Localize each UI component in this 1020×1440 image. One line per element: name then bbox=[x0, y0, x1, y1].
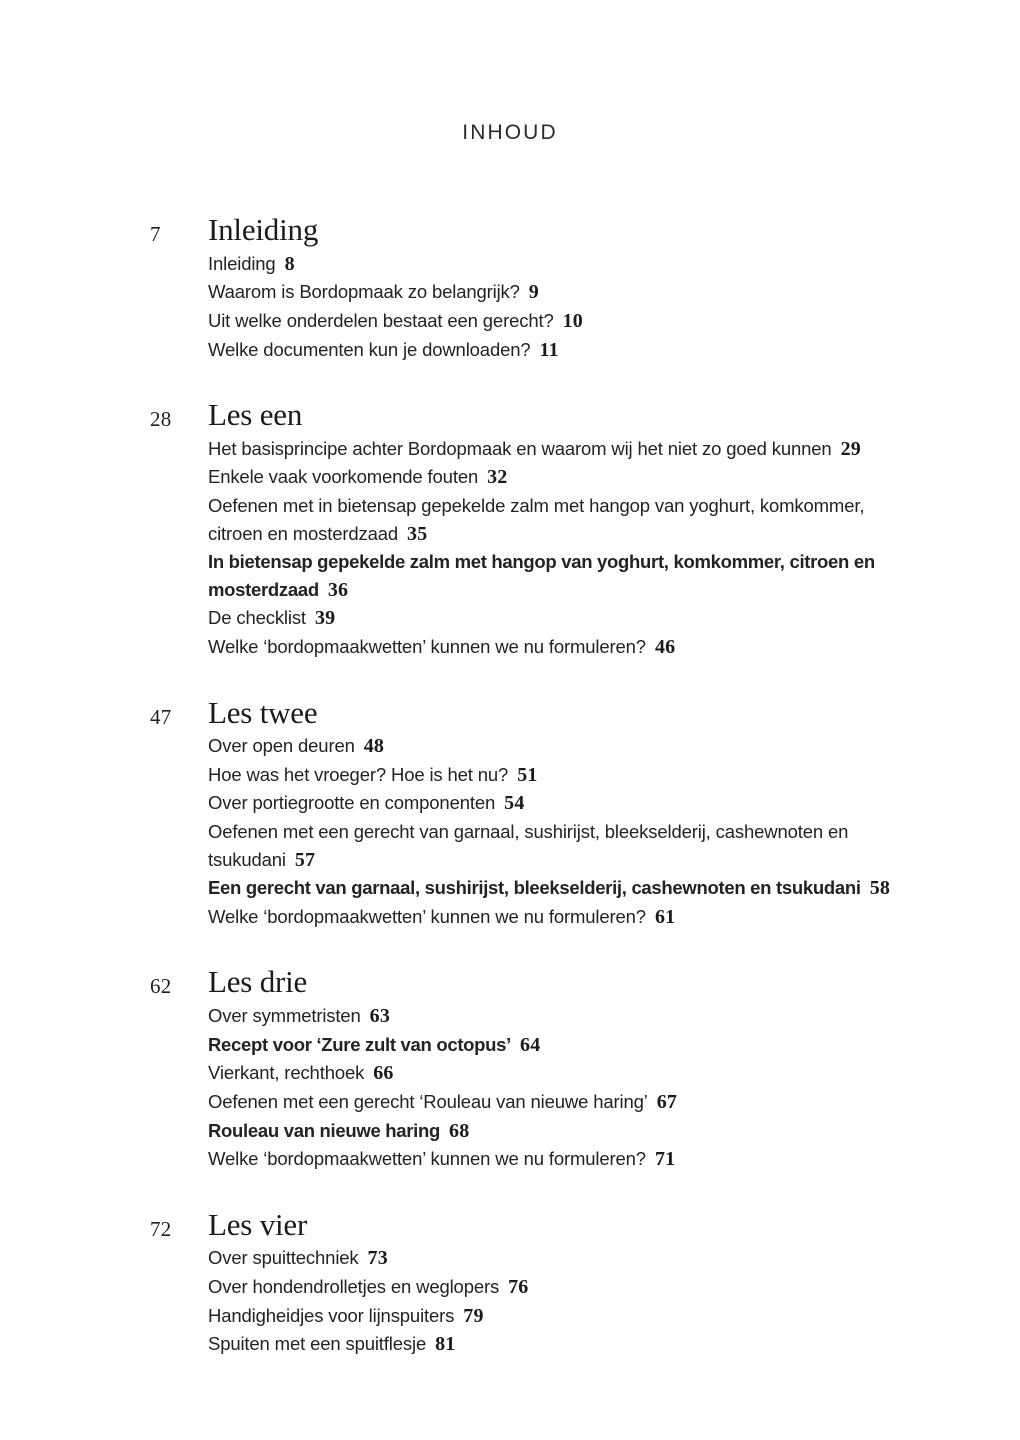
chapter-title[interactable]: Les drie bbox=[208, 964, 308, 1000]
toc-entry[interactable] bbox=[208, 1031, 908, 1060]
toc-entry[interactable] bbox=[208, 492, 908, 548]
chapter-title[interactable]: Les twee bbox=[208, 694, 318, 730]
toc-entry-label: Het basisprincipe achter Bordopmaak en waarom wij het niet zo goed kunnen bbox=[208, 437, 832, 459]
toc-entry-label: De checklist bbox=[208, 607, 306, 629]
toc-entry[interactable] bbox=[208, 435, 908, 464]
toc-entry-label: Oefenen met een gerecht ‘Rouleau van nieuwe haring’ bbox=[208, 1090, 648, 1112]
chapter-entry-list bbox=[208, 250, 908, 364]
toc-entry-label: Hoe was het vroeger? Hoe is het nu? bbox=[208, 763, 509, 785]
page-title: INHOUD bbox=[462, 121, 558, 144]
toc-entry[interactable] bbox=[208, 463, 908, 492]
toc-entry[interactable] bbox=[208, 1302, 908, 1331]
toc-entry-page-number: 39 bbox=[314, 607, 336, 630]
toc-chapter bbox=[0, 213, 1020, 364]
toc-entry-page-number: 11 bbox=[539, 338, 559, 361]
chapter-page-number[interactable]: 47 bbox=[150, 704, 172, 729]
toc-entry-label: Enkele vaak voorkomende fouten bbox=[208, 466, 479, 488]
toc-entry[interactable] bbox=[208, 307, 908, 336]
toc-entry-label: Handigheidjes voor lijnspuiters bbox=[208, 1304, 455, 1326]
toc-entry-label: Over portiegrootte en componenten bbox=[208, 792, 496, 814]
toc-entry-page-number: 81 bbox=[435, 1333, 456, 1356]
toc-entry-page-number: 58 bbox=[869, 877, 891, 900]
toc-entry-label: Oefenen met in bietensap gepekelde zalm met hangop van yoghurt, komkommer, citroen en mosterdzaad bbox=[208, 495, 865, 544]
toc-entry[interactable] bbox=[208, 1117, 908, 1146]
toc-entry-page-number: 9 bbox=[528, 281, 539, 304]
chapter-title[interactable]: Inleiding bbox=[208, 212, 319, 247]
toc-entry-page-number: 66 bbox=[373, 1062, 394, 1085]
chapter-entry-list bbox=[208, 1002, 908, 1174]
toc-entry[interactable] bbox=[208, 1002, 908, 1031]
toc-entry-label: Welke ‘bordopmaakwetten’ kunnen we nu formuleren? bbox=[208, 635, 646, 657]
chapter-title[interactable]: Les een bbox=[208, 397, 303, 433]
toc-entry-page-number: 8 bbox=[284, 252, 295, 275]
toc-entry[interactable] bbox=[208, 789, 908, 818]
toc-entry-page-number: 51 bbox=[517, 763, 538, 786]
toc-entry[interactable] bbox=[208, 633, 908, 662]
toc-chapter bbox=[0, 1208, 1020, 1359]
toc-entry[interactable] bbox=[208, 903, 908, 932]
page-header bbox=[0, 122, 1020, 144]
toc-entry-page-number: 76 bbox=[508, 1276, 529, 1299]
toc-entry-label: Over open deuren bbox=[208, 735, 355, 757]
toc-entry[interactable] bbox=[208, 548, 908, 604]
toc-entry-page-number: 29 bbox=[840, 437, 861, 460]
toc-entry-label: Rouleau van nieuwe haring bbox=[208, 1119, 441, 1141]
toc-entry-page-number: 71 bbox=[654, 1148, 676, 1171]
toc-entry-label: In bietensap gepekelde zalm met hangop van yoghurt, komkommer, citroen en mosterdzaad bbox=[208, 551, 875, 600]
toc-entry-label: Welke ‘bordopmaakwetten’ kunnen we nu formuleren? bbox=[208, 905, 646, 927]
toc-entry-label: Over spuittechniek bbox=[208, 1247, 359, 1269]
toc-entry[interactable] bbox=[208, 874, 908, 903]
toc-entry-page-number: 61 bbox=[654, 905, 676, 928]
toc-entry[interactable] bbox=[208, 761, 908, 790]
toc-entry-label: Over hondendrolletjes en weglopers bbox=[208, 1276, 500, 1298]
toc-entry-page-number: 67 bbox=[656, 1090, 678, 1113]
toc-entry-label: Over symmetristen bbox=[208, 1005, 361, 1027]
toc-entry-label: Spuiten met een spuitflesje bbox=[208, 1333, 427, 1355]
toc-entry[interactable] bbox=[208, 336, 908, 365]
toc-entry-label: Inleiding bbox=[208, 252, 276, 274]
toc-entry-page-number: 63 bbox=[369, 1005, 391, 1028]
toc-entry-page-number: 36 bbox=[327, 578, 349, 601]
chapter-page-number[interactable]: 72 bbox=[150, 1216, 172, 1241]
chapter-title[interactable]: Les vier bbox=[208, 1206, 308, 1242]
chapter-entry-list bbox=[208, 732, 908, 931]
toc-entry[interactable] bbox=[208, 250, 908, 279]
table-of-contents bbox=[0, 213, 1020, 1359]
chapter-entry-list bbox=[208, 1244, 908, 1358]
toc-entry-page-number: 10 bbox=[562, 309, 583, 332]
toc-entry[interactable] bbox=[208, 818, 908, 874]
toc-entry-page-number: 48 bbox=[363, 735, 385, 758]
chapter-page-number[interactable]: 7 bbox=[150, 222, 161, 246]
toc-entry-page-number: 35 bbox=[407, 522, 428, 545]
toc-entry[interactable] bbox=[208, 1244, 908, 1273]
toc-entry[interactable] bbox=[208, 278, 908, 307]
toc-entry-page-number: 57 bbox=[294, 848, 316, 871]
chapter-page-number[interactable]: 28 bbox=[150, 407, 172, 432]
toc-entry-label: Waarom is Bordopmaak zo belangrijk? bbox=[208, 281, 520, 303]
toc-entry-label: Welke documenten kun je downloaden? bbox=[208, 338, 531, 360]
toc-entry-page-number: 46 bbox=[654, 635, 676, 658]
toc-entry[interactable] bbox=[208, 1088, 908, 1117]
toc-entry-label: Een gerecht van garnaal, sushirijst, bleekselderij, cashewnoten en tsukudani bbox=[208, 877, 861, 899]
toc-entry-page-number: 64 bbox=[520, 1033, 541, 1056]
toc-entry-label: Welke ‘bordopmaakwetten’ kunnen we nu formuleren? bbox=[208, 1148, 646, 1170]
toc-entry[interactable] bbox=[208, 604, 908, 633]
toc-entry-page-number: 73 bbox=[367, 1247, 388, 1270]
toc-entry-label: Vierkant, rechthoek bbox=[208, 1062, 365, 1084]
toc-entry[interactable] bbox=[208, 1330, 908, 1359]
toc-entry-page-number: 54 bbox=[504, 792, 525, 815]
toc-entry[interactable] bbox=[208, 732, 908, 761]
toc-entry[interactable] bbox=[208, 1145, 908, 1174]
toc-entry-page-number: 32 bbox=[487, 466, 508, 489]
toc-entry-page-number: 79 bbox=[463, 1304, 484, 1327]
toc-chapter bbox=[0, 398, 1020, 661]
toc-chapter bbox=[0, 696, 1020, 932]
chapter-entry-list bbox=[208, 435, 908, 662]
toc-entry-page-number: 68 bbox=[449, 1119, 470, 1142]
toc-chapter bbox=[0, 965, 1020, 1173]
toc-entry-label: Oefenen met een gerecht van garnaal, sushirijst, bleekselderij, cashewnoten en tsukudani bbox=[208, 821, 849, 870]
toc-entry[interactable] bbox=[208, 1059, 908, 1088]
toc-entry[interactable] bbox=[208, 1273, 908, 1302]
toc-entry-label: Uit welke onderdelen bestaat een gerecht? bbox=[208, 309, 554, 331]
chapter-page-number[interactable]: 62 bbox=[150, 974, 172, 999]
toc-entry-label: Recept voor ‘Zure zult van octopus’ bbox=[208, 1033, 512, 1055]
